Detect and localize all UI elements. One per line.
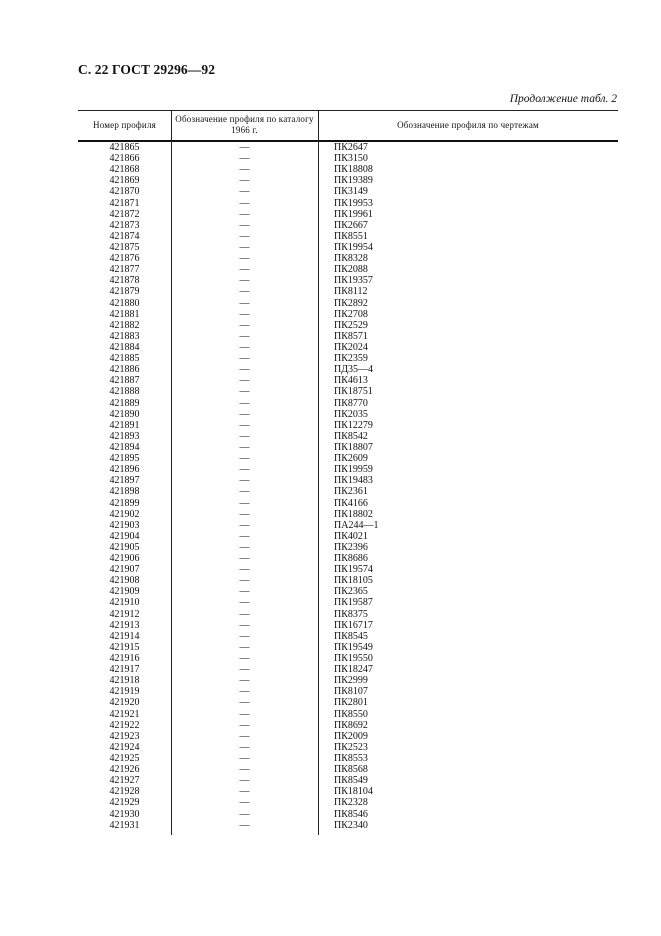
table-row bbox=[78, 575, 618, 586]
table-row bbox=[78, 153, 618, 164]
profile-number-cell: 421922 bbox=[109, 719, 140, 731]
profile-number-cell: 421927 bbox=[109, 775, 140, 787]
profile-number-cell: 421873 bbox=[109, 219, 140, 231]
drawing-designation-cell: ПК2647 bbox=[334, 142, 368, 153]
catalog-designation-cell: — bbox=[239, 353, 250, 365]
drawing-designation-cell: ПК2999 bbox=[334, 675, 368, 687]
profile-number-cell: 421885 bbox=[109, 353, 140, 365]
catalog-designation-cell: — bbox=[239, 430, 250, 442]
table-row bbox=[78, 797, 618, 808]
catalog-designation-cell: — bbox=[239, 375, 250, 387]
profile-number-cell: 421905 bbox=[109, 541, 140, 553]
profile-number-cell: 421912 bbox=[109, 608, 140, 620]
profile-number-cell: 421897 bbox=[109, 475, 140, 487]
table-row bbox=[78, 186, 618, 197]
catalog-designation-cell: — bbox=[239, 453, 250, 465]
drawing-designation-cell: ПК8551 bbox=[334, 230, 368, 242]
table-row bbox=[78, 775, 618, 786]
profile-number-cell: 421928 bbox=[109, 786, 140, 798]
table-row bbox=[78, 198, 618, 209]
catalog-designation-cell: — bbox=[239, 386, 250, 398]
catalog-designation-cell: — bbox=[239, 475, 250, 487]
catalog-designation-cell: — bbox=[239, 797, 250, 809]
profile-number-cell: 421884 bbox=[109, 341, 140, 353]
profile-number-cell: 421870 bbox=[109, 186, 140, 198]
table-row bbox=[78, 509, 618, 520]
profile-number-cell: 421913 bbox=[109, 619, 140, 631]
catalog-designation-cell: — bbox=[239, 175, 250, 187]
drawing-designation-cell: ПК18751 bbox=[334, 386, 373, 398]
profile-number-cell: 421893 bbox=[109, 430, 140, 442]
profile-number-cell: 421908 bbox=[109, 575, 140, 587]
catalog-designation-cell: — bbox=[239, 208, 250, 220]
catalog-designation-cell: — bbox=[239, 197, 250, 209]
profile-number-cell: 421886 bbox=[109, 364, 140, 376]
catalog-designation-cell: — bbox=[239, 419, 250, 431]
catalog-designation-cell: — bbox=[239, 597, 250, 609]
table-row bbox=[78, 398, 618, 409]
profile-number-cell: 421895 bbox=[109, 453, 140, 465]
table-row bbox=[78, 231, 618, 242]
table-row bbox=[78, 753, 618, 764]
table-row bbox=[78, 731, 618, 742]
table-row bbox=[78, 253, 618, 264]
profile-number-cell: 421872 bbox=[109, 208, 140, 220]
table-row bbox=[78, 286, 618, 297]
drawing-designation-cell: ПК16717 bbox=[334, 619, 373, 631]
catalog-designation-cell: — bbox=[239, 275, 250, 287]
table-row bbox=[78, 653, 618, 664]
drawing-designation-cell: ПК18802 bbox=[334, 508, 373, 520]
profile-number-cell: 421920 bbox=[109, 697, 140, 709]
profile-number-cell: 421882 bbox=[109, 319, 140, 331]
drawing-designation-cell: ПК2088 bbox=[334, 264, 368, 276]
table-row bbox=[78, 586, 618, 597]
table-row bbox=[78, 420, 618, 431]
catalog-designation-cell: — bbox=[239, 153, 250, 165]
table-row bbox=[78, 175, 618, 186]
drawing-designation-cell: ПК2708 bbox=[334, 308, 368, 320]
profile-number-cell: 421865 bbox=[109, 142, 140, 153]
table-row bbox=[78, 764, 618, 775]
table-row bbox=[78, 664, 618, 675]
drawing-designation-cell: ПК2801 bbox=[334, 697, 368, 709]
drawing-designation-cell: ПК2523 bbox=[334, 741, 368, 753]
table-row bbox=[78, 453, 618, 464]
drawing-designation-cell: ПК19483 bbox=[334, 475, 373, 487]
table-row bbox=[78, 498, 618, 509]
profile-number-cell: 421866 bbox=[109, 153, 140, 165]
catalog-designation-cell: — bbox=[239, 686, 250, 698]
catalog-designation-cell: — bbox=[239, 219, 250, 231]
drawing-designation-cell: ПК19959 bbox=[334, 464, 373, 476]
table-row bbox=[78, 531, 618, 542]
table-row bbox=[78, 264, 618, 275]
drawing-designation-cell: ПК8692 bbox=[334, 719, 368, 731]
profile-number-cell: 421889 bbox=[109, 397, 140, 409]
drawing-designation-cell: ПК2359 bbox=[334, 353, 368, 365]
drawing-designation-cell: ПА244—1 bbox=[334, 519, 379, 531]
drawing-designation-cell: ПК8328 bbox=[334, 253, 368, 265]
catalog-designation-cell: — bbox=[239, 619, 250, 631]
catalog-designation-cell: — bbox=[239, 553, 250, 565]
profile-number-cell: 421926 bbox=[109, 764, 140, 776]
profile-number-cell: 421925 bbox=[109, 753, 140, 765]
table-row bbox=[78, 486, 618, 497]
profile-number-cell: 421907 bbox=[109, 564, 140, 576]
profile-number-cell: 421915 bbox=[109, 641, 140, 653]
table-body bbox=[78, 142, 618, 831]
catalog-designation-cell: — bbox=[239, 241, 250, 253]
catalog-designation-cell: — bbox=[239, 330, 250, 342]
table-row bbox=[78, 675, 618, 686]
catalog-designation-cell: — bbox=[239, 341, 250, 353]
catalog-designation-cell: — bbox=[239, 730, 250, 742]
catalog-designation-cell: — bbox=[239, 486, 250, 498]
profile-number-cell: 421883 bbox=[109, 330, 140, 342]
drawing-designation-cell: ПК8686 bbox=[334, 553, 368, 565]
profile-number-cell: 421931 bbox=[109, 819, 140, 831]
drawing-designation-cell: ПК19389 bbox=[334, 175, 373, 187]
drawing-designation-cell: ПК19961 bbox=[334, 208, 373, 220]
profile-number-cell: 421902 bbox=[109, 508, 140, 520]
drawing-designation-cell: ПК18104 bbox=[334, 786, 373, 798]
drawing-designation-cell: ПК2396 bbox=[334, 541, 368, 553]
table-row bbox=[78, 309, 618, 320]
drawing-designation-cell: ПК2328 bbox=[334, 797, 368, 809]
drawing-designation-cell: ПК2365 bbox=[334, 586, 368, 598]
profile-number-cell: 421916 bbox=[109, 653, 140, 665]
catalog-designation-cell: — bbox=[239, 319, 250, 331]
table-row bbox=[78, 209, 618, 220]
drawing-designation-cell: ПК18808 bbox=[334, 164, 373, 176]
profile-number-cell: 421868 bbox=[109, 164, 140, 176]
table-row bbox=[78, 342, 618, 353]
drawing-designation-cell: ПК8545 bbox=[334, 630, 368, 642]
catalog-designation-cell: — bbox=[239, 819, 250, 831]
catalog-designation-cell: — bbox=[239, 297, 250, 309]
catalog-designation-cell: — bbox=[239, 164, 250, 176]
table-row bbox=[78, 464, 618, 475]
catalog-designation-cell: — bbox=[239, 653, 250, 665]
table-row bbox=[78, 331, 618, 342]
catalog-designation-cell: — bbox=[239, 786, 250, 798]
table-row bbox=[78, 720, 618, 731]
table-row bbox=[78, 142, 618, 153]
profile-number-cell: 421881 bbox=[109, 308, 140, 320]
profile-number-cell: 421923 bbox=[109, 730, 140, 742]
profile-number-cell: 421880 bbox=[109, 297, 140, 309]
drawing-designation-cell: ПК19357 bbox=[334, 275, 373, 287]
profile-number-cell: 421879 bbox=[109, 286, 140, 298]
catalog-designation-cell: — bbox=[239, 142, 250, 153]
profile-number-cell: 421874 bbox=[109, 230, 140, 242]
table-row bbox=[78, 786, 618, 797]
table-row bbox=[78, 686, 618, 697]
profile-number-cell: 421909 bbox=[109, 586, 140, 598]
table-row bbox=[78, 809, 618, 820]
catalog-designation-cell: — bbox=[239, 675, 250, 687]
table-row bbox=[78, 620, 618, 631]
drawing-designation-cell: ПК8549 bbox=[334, 775, 368, 787]
catalog-designation-cell: — bbox=[239, 397, 250, 409]
profile-number-cell: 421869 bbox=[109, 175, 140, 187]
catalog-designation-cell: — bbox=[239, 586, 250, 598]
profile-number-cell: 421918 bbox=[109, 675, 140, 687]
drawing-designation-cell: ПК18807 bbox=[334, 441, 373, 453]
catalog-designation-cell: — bbox=[239, 264, 250, 276]
profile-number-cell: 421917 bbox=[109, 664, 140, 676]
drawing-designation-cell: ПК18105 bbox=[334, 575, 373, 587]
drawing-designation-cell: ПК8568 bbox=[334, 764, 368, 776]
table-row bbox=[78, 386, 618, 397]
catalog-designation-cell: — bbox=[239, 764, 250, 776]
catalog-designation-cell: — bbox=[239, 575, 250, 587]
catalog-designation-cell: — bbox=[239, 497, 250, 509]
profile-number-cell: 421899 bbox=[109, 497, 140, 509]
drawing-designation-cell: ПК8553 bbox=[334, 753, 368, 765]
catalog-designation-cell: — bbox=[239, 708, 250, 720]
catalog-designation-cell: — bbox=[239, 286, 250, 298]
table-row bbox=[78, 431, 618, 442]
table-row bbox=[78, 553, 618, 564]
drawing-designation-cell: ПК19574 bbox=[334, 564, 373, 576]
profile-number-cell: 421876 bbox=[109, 253, 140, 265]
profile-number-cell: 421894 bbox=[109, 441, 140, 453]
catalog-designation-cell: — bbox=[239, 719, 250, 731]
table-row bbox=[78, 220, 618, 231]
table-row bbox=[78, 242, 618, 253]
drawing-designation-cell: ПК19953 bbox=[334, 197, 373, 209]
table-row bbox=[78, 275, 618, 286]
drawing-designation-cell: ПК2609 bbox=[334, 453, 368, 465]
profile-number-cell: 421890 bbox=[109, 408, 140, 420]
profile-number-cell: 421919 bbox=[109, 686, 140, 698]
profile-number-cell: 421903 bbox=[109, 519, 140, 531]
catalog-designation-cell: — bbox=[239, 408, 250, 420]
catalog-designation-cell: — bbox=[239, 697, 250, 709]
drawing-designation-cell: ПК3150 bbox=[334, 153, 368, 165]
catalog-designation-cell: — bbox=[239, 364, 250, 376]
profile-number-cell: 421898 bbox=[109, 486, 140, 498]
drawing-designation-cell: ПД35—4 bbox=[334, 364, 374, 376]
drawing-designation-cell: ПК18247 bbox=[334, 664, 373, 676]
drawing-designation-cell: ПК2035 bbox=[334, 408, 368, 420]
drawing-designation-cell: ПК19954 bbox=[334, 241, 373, 253]
drawing-designation-cell: ПК8550 bbox=[334, 708, 368, 720]
profile-number-cell: 421896 bbox=[109, 464, 140, 476]
drawing-designation-cell: ПК19587 bbox=[334, 597, 373, 609]
catalog-designation-cell: — bbox=[239, 186, 250, 198]
table-row bbox=[78, 320, 618, 331]
profile-number-cell: 421929 bbox=[109, 797, 140, 809]
table-row bbox=[78, 609, 618, 620]
profile-number-cell: 421930 bbox=[109, 808, 140, 820]
table-row bbox=[78, 742, 618, 753]
table-row bbox=[78, 475, 618, 486]
drawing-designation-cell: ПК4021 bbox=[334, 530, 368, 542]
catalog-designation-cell: — bbox=[239, 564, 250, 576]
profile-number-cell: 421877 bbox=[109, 264, 140, 276]
catalog-designation-cell: — bbox=[239, 753, 250, 765]
catalog-designation-cell: — bbox=[239, 253, 250, 265]
drawing-designation-cell: ПК2361 bbox=[334, 486, 368, 498]
column-header-profile-number: Номер профиля bbox=[93, 119, 156, 130]
profile-number-cell: 421924 bbox=[109, 741, 140, 753]
table-row bbox=[78, 164, 618, 175]
profile-number-cell: 421888 bbox=[109, 386, 140, 398]
page-title: С. 22 ГОСТ 29296—92 bbox=[78, 62, 216, 77]
profile-number-cell: 421910 bbox=[109, 597, 140, 609]
catalog-designation-cell: — bbox=[239, 464, 250, 476]
profile-number-cell: 421871 bbox=[109, 197, 140, 209]
drawing-designation-cell: ПК8571 bbox=[334, 330, 368, 342]
table-row bbox=[78, 564, 618, 575]
column-header-drawing-designation: Обозначение профиля по чертежам bbox=[397, 119, 539, 130]
catalog-designation-cell: — bbox=[239, 230, 250, 242]
drawing-designation-cell: ПК2892 bbox=[334, 297, 368, 309]
table-row bbox=[78, 353, 618, 364]
catalog-designation-cell: — bbox=[239, 608, 250, 620]
drawing-designation-cell: ПК4613 bbox=[334, 375, 368, 387]
table-row bbox=[78, 298, 618, 309]
drawing-designation-cell: ПК2529 bbox=[334, 319, 368, 331]
drawing-designation-cell: ПК8107 bbox=[334, 686, 368, 698]
profile-number-cell: 421891 bbox=[109, 419, 140, 431]
profile-number-cell: 421875 bbox=[109, 241, 140, 253]
drawing-designation-cell: ПК2667 bbox=[334, 219, 368, 231]
catalog-designation-cell: — bbox=[239, 808, 250, 820]
catalog-designation-cell: — bbox=[239, 541, 250, 553]
drawing-designation-cell: ПК8770 bbox=[334, 397, 368, 409]
drawing-designation-cell: ПК2340 bbox=[334, 819, 368, 831]
table-row bbox=[78, 697, 618, 708]
column-header-catalog-designation: Обозначение профиля по каталогу 1966 г. bbox=[175, 114, 314, 135]
catalog-designation-cell: — bbox=[239, 530, 250, 542]
profile-number-cell: 421887 bbox=[109, 375, 140, 387]
drawing-designation-cell: ПК8542 bbox=[334, 430, 368, 442]
table-row bbox=[78, 409, 618, 420]
drawing-designation-cell: ПК8375 bbox=[334, 608, 368, 620]
catalog-designation-cell: — bbox=[239, 508, 250, 520]
drawing-designation-cell: ПК2024 bbox=[334, 341, 368, 353]
catalog-designation-cell: — bbox=[239, 741, 250, 753]
drawing-designation-cell: ПК8546 bbox=[334, 808, 368, 820]
profile-number-cell: 421906 bbox=[109, 553, 140, 565]
catalog-designation-cell: — bbox=[239, 441, 250, 453]
catalog-designation-cell: — bbox=[239, 775, 250, 787]
table-row bbox=[78, 597, 618, 608]
profile-number-cell: 421914 bbox=[109, 630, 140, 642]
table-row bbox=[78, 442, 618, 453]
profile-number-cell: 421878 bbox=[109, 275, 140, 287]
table-row bbox=[78, 631, 618, 642]
profile-number-cell: 421904 bbox=[109, 530, 140, 542]
catalog-designation-cell: — bbox=[239, 641, 250, 653]
table-row bbox=[78, 375, 618, 386]
table-row bbox=[78, 820, 618, 831]
profile-number-cell: 421921 bbox=[109, 708, 140, 720]
drawing-designation-cell: ПК4166 bbox=[334, 497, 368, 509]
table-row bbox=[78, 542, 618, 553]
catalog-designation-cell: — bbox=[239, 519, 250, 531]
catalog-designation-cell: — bbox=[239, 630, 250, 642]
drawing-designation-cell: ПК3149 bbox=[334, 186, 368, 198]
drawing-designation-cell: ПК19549 bbox=[334, 641, 373, 653]
drawing-designation-cell: ПК19550 bbox=[334, 653, 373, 665]
drawing-designation-cell: ПК12279 bbox=[334, 419, 373, 431]
catalog-designation-cell: — bbox=[239, 308, 250, 320]
table-row bbox=[78, 520, 618, 531]
drawing-designation-cell: ПК8112 bbox=[334, 286, 368, 298]
catalog-designation-cell: — bbox=[239, 664, 250, 676]
table-row bbox=[78, 364, 618, 375]
table-row bbox=[78, 642, 618, 653]
drawing-designation-cell: ПК2009 bbox=[334, 730, 368, 742]
table-continuation-caption: Продолжение табл. 2 bbox=[509, 93, 617, 105]
table-row bbox=[78, 709, 618, 720]
